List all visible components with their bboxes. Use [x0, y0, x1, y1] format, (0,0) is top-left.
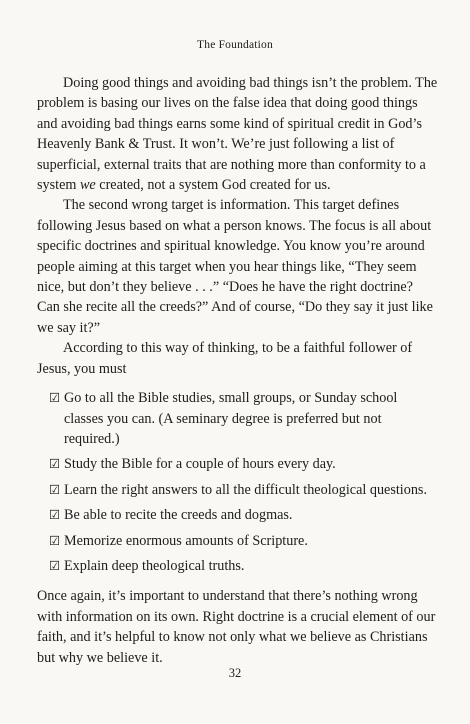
checklist-item-text: Be able to recite the creeds and dogmas.	[64, 507, 293, 524]
checklist-item	[49, 531, 439, 551]
running-head: The Foundation	[197, 39, 273, 51]
paragraph-1-text-b: created, not a system God created for us.	[95, 177, 331, 194]
body-text	[37, 73, 439, 668]
checklist-item-text: Explain deep theological truths.	[64, 557, 245, 574]
checklist-item-text: Memorize enormous amounts of Scripture.	[64, 532, 308, 549]
page-number: 32	[228, 666, 242, 680]
paragraph-1	[37, 73, 439, 195]
checkbox-checked-icon: ☑	[49, 481, 61, 497]
checkbox-checked-icon: ☑	[49, 532, 61, 548]
checklist-item	[49, 388, 439, 449]
checkbox-checked-icon: ☑	[49, 456, 61, 472]
paragraph-1-text-a: Doing good things and avoiding bad things isn’t the problem. The problem is basing our lives on the false idea that doing good things and avoiding bad things earns some kind of spiritual credit in God’s Heavenly Bank & Trust. It won’t. We’re just following a list of superficial, external traits that are nothing more than conformity to a system	[37, 75, 438, 194]
checklist	[37, 388, 439, 576]
paragraph-3: According to this way of thinking, to be a faithful follower of Jesus, you must	[37, 340, 413, 377]
checkbox-checked-icon: ☑	[49, 507, 61, 523]
checklist-item	[49, 556, 439, 576]
paragraph-1-emphasis: we	[79, 177, 96, 194]
checklist-item-text: Study the Bible for a couple of hours every day.	[64, 456, 336, 473]
checkbox-checked-icon: ☑	[49, 390, 61, 406]
checklist-item	[49, 454, 439, 474]
checklist-item	[49, 480, 439, 500]
checkbox-checked-icon: ☑	[49, 557, 61, 573]
checklist-item-text: Go to all the Bible studies, small groups, or Sunday school classes you can. (A seminary degree is preferred but not required.)	[64, 390, 398, 447]
checklist-item-text: Learn the right answers to all the difficult theological questions.	[64, 481, 428, 498]
checklist-item	[49, 505, 439, 525]
paragraph-4: Once again, it’s important to understand that there’s nothing wrong with information on its own. Right doctrine is a crucial element of our faith, and it’s helpful to know not only what we believe as Christians but why we believe it.	[37, 588, 436, 666]
paragraph-2: The second wrong target is information. This target defines following Jesus based on what a person knows. The focus is all about specific doctrines and spiritual knowledge. You know you’re around people aiming at this target when you hear things like, “They seem nice, but don’t they believe . . .” “Does he have the right doctrine? Can she recite all the creeds?” And of course, “Do they say it just like we say it?”	[37, 197, 433, 336]
